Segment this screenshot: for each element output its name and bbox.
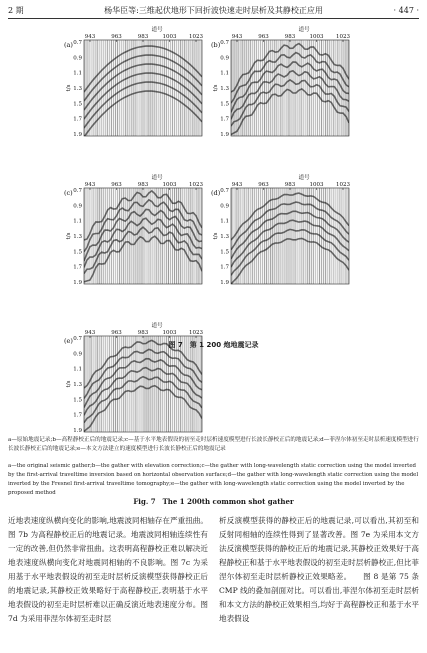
x-tick-label: 983 <box>284 182 296 188</box>
y-tick-label: 1.7 <box>220 264 229 271</box>
x-tick-label: 943 <box>231 34 243 40</box>
x-tick-label: 1003 <box>309 34 324 40</box>
y-tick-label: 1.9 <box>220 132 229 138</box>
y-tick-label: 1.3 <box>73 234 82 240</box>
y-tick-label: 0.9 <box>73 55 82 62</box>
gather-panel <box>211 25 350 138</box>
y-tick-label: 1.5 <box>73 101 82 108</box>
y-tick-label: 1.5 <box>220 101 229 108</box>
x-axis-title: 道号 <box>298 27 310 33</box>
x-tick-label: 943 <box>84 34 96 40</box>
x-tick-label: 963 <box>258 182 269 188</box>
y-axis-title: t/s <box>66 84 72 92</box>
y-axis-title: t/s <box>213 84 219 92</box>
issue-label: 2 期 <box>8 6 24 15</box>
x-tick-label: 983 <box>137 182 149 188</box>
y-tick-label: 1.9 <box>73 280 82 286</box>
panel-label: (b) <box>211 41 221 49</box>
x-tick-label: 1003 <box>162 182 177 188</box>
x-tick-label: 1023 <box>189 182 203 188</box>
y-tick-label: 0.9 <box>220 55 229 62</box>
x-tick-label: 1003 <box>162 34 177 40</box>
x-tick-label: 1023 <box>336 182 350 188</box>
page-number: · 447 · <box>393 6 419 15</box>
y-tick-label: 1.3 <box>220 234 229 240</box>
gather-panel <box>64 321 203 434</box>
y-tick-label: 0.7 <box>220 40 229 46</box>
figure-title-en: Fig. 7 The 1 200th common shot gather <box>133 497 294 506</box>
y-tick-label: 0.9 <box>73 351 82 358</box>
y-tick-label: 1.1 <box>220 70 229 77</box>
y-tick-label: 1.5 <box>220 249 229 256</box>
y-tick-label: 1.1 <box>73 218 82 225</box>
x-tick-label: 963 <box>111 34 122 40</box>
y-tick-label: 1.1 <box>73 366 82 373</box>
x-tick-label: 943 <box>84 182 96 188</box>
y-tick-label: 1.1 <box>73 70 82 77</box>
y-tick-label: 1.3 <box>73 86 82 92</box>
running-title: 杨华臣等:三维起伏地形下回折波快速走时层析及其静校正应用 <box>104 6 323 15</box>
x-tick-label: 963 <box>111 330 122 336</box>
gather-panel <box>211 173 350 286</box>
y-tick-label: 1.7 <box>73 116 82 123</box>
y-axis-title: t/s <box>66 380 72 388</box>
x-tick-label: 963 <box>258 34 269 40</box>
x-tick-label: 1023 <box>189 34 203 40</box>
y-tick-label: 1.7 <box>220 116 229 123</box>
x-axis-title: 道号 <box>298 175 310 181</box>
y-tick-label: 1.3 <box>220 86 229 92</box>
y-tick-label: 1.5 <box>73 397 82 404</box>
y-axis-title: t/s <box>213 232 219 240</box>
y-tick-label: 0.9 <box>73 203 82 210</box>
x-tick-label: 1023 <box>336 34 350 40</box>
body-text-left-column: 近地表速度纵横向变化的影响,地震波同相轴存在严重扭曲。图 7b 为高程静校正后的地震记录。地震波同相轴连续性有一定的改善,但仍然非常扭曲。这表明高程静校正难以解决近地表速度纵横向变化对地震同相轴的不良影响。图 7c 为采用基于水平地表假设的初至走时层析反演模型获得静校正后的地震记录,其静校正效果略好于高程静校正,表明基于水平地表假设的初至走时层析难以正确反演近地表速度分布。图 7d 为采用菲涅尔体初至走时层 <box>8 516 208 623</box>
panel-label: (c) <box>64 189 73 197</box>
y-tick-label: 0.9 <box>220 203 229 210</box>
panel-label: (a) <box>64 41 73 49</box>
y-tick-label: 0.7 <box>73 40 82 46</box>
figure-caption-cn: a—原始地震记录;b—高程静校正后的地震记录;c—基于水平地表假设的初至走时层析速度模型进行长波长静校正后的地震记录;d—菲涅尔体初至走时层析速度模型进行长波长静校正后的地震记录;e—本文方法建立的速度模型进行长波长静校正后的地震记录 <box>8 437 419 453</box>
y-tick-label: 1.9 <box>220 280 229 286</box>
y-tick-label: 1.1 <box>220 218 229 225</box>
x-tick-label: 943 <box>231 182 243 188</box>
x-axis-title: 道号 <box>151 27 163 33</box>
body-text-right-column: 析反演模型获得的静校正后的地震记录,可以看出,其初至和反射同相轴的连续性得到了显著改善。图 7e 为采用本文方法反演模型获得的静校正后的地震记录,其静校正效果好于高程静校正和基于水平地表假设的初至走时层析静校正,但比菲涅尔体初至走时层析静校正效果略差。 图 8 是第 75 条 CMP 线的叠加剖面对比。可以看出,菲涅尔体初至走时层析和本文方法的静校正效果相当,均好于高程静校正和基于水平地表假设 <box>219 516 419 623</box>
y-tick-label: 1.9 <box>73 132 82 138</box>
y-tick-label: 0.7 <box>220 188 229 194</box>
y-axis-title: t/s <box>66 232 72 240</box>
x-tick-label: 1003 <box>309 182 324 188</box>
x-axis-title: 道号 <box>151 175 163 181</box>
y-tick-label: 1.3 <box>73 382 82 388</box>
y-tick-label: 1.5 <box>73 249 82 256</box>
y-tick-label: 1.7 <box>73 412 82 419</box>
x-tick-label: 1023 <box>189 330 203 336</box>
figure-caption-en: a—the original seismic gather;b—the gather with elevation correction;c—the gather with long-wavelength static correction using the model inverted by the first-arrival traveltime inversion based on horizontal observation surface;d—the gather with long-wavelength static correction using the model inverted by the Fresnel first-arrival traveltime tomography;e—the gather with long-wavelength static correction using the model inverted by the proposed method <box>8 463 419 496</box>
y-tick-label: 0.7 <box>73 336 82 342</box>
y-tick-label: 1.9 <box>73 428 82 434</box>
figure-title-cn: 图 7 第 1 200 炮地震记录 <box>168 341 259 349</box>
panel-label: (d) <box>211 189 221 197</box>
x-tick-label: 983 <box>137 34 149 40</box>
x-tick-label: 1003 <box>162 330 177 336</box>
x-tick-label: 943 <box>84 330 96 336</box>
x-tick-label: 963 <box>111 182 122 188</box>
y-tick-label: 1.7 <box>73 264 82 271</box>
y-tick-label: 0.7 <box>73 188 82 194</box>
gather-panel <box>64 173 203 286</box>
panel-label: (e) <box>64 337 73 345</box>
x-axis-title: 道号 <box>151 323 163 329</box>
x-tick-label: 983 <box>284 34 296 40</box>
x-tick-label: 983 <box>137 330 149 336</box>
gather-panel <box>64 25 203 138</box>
